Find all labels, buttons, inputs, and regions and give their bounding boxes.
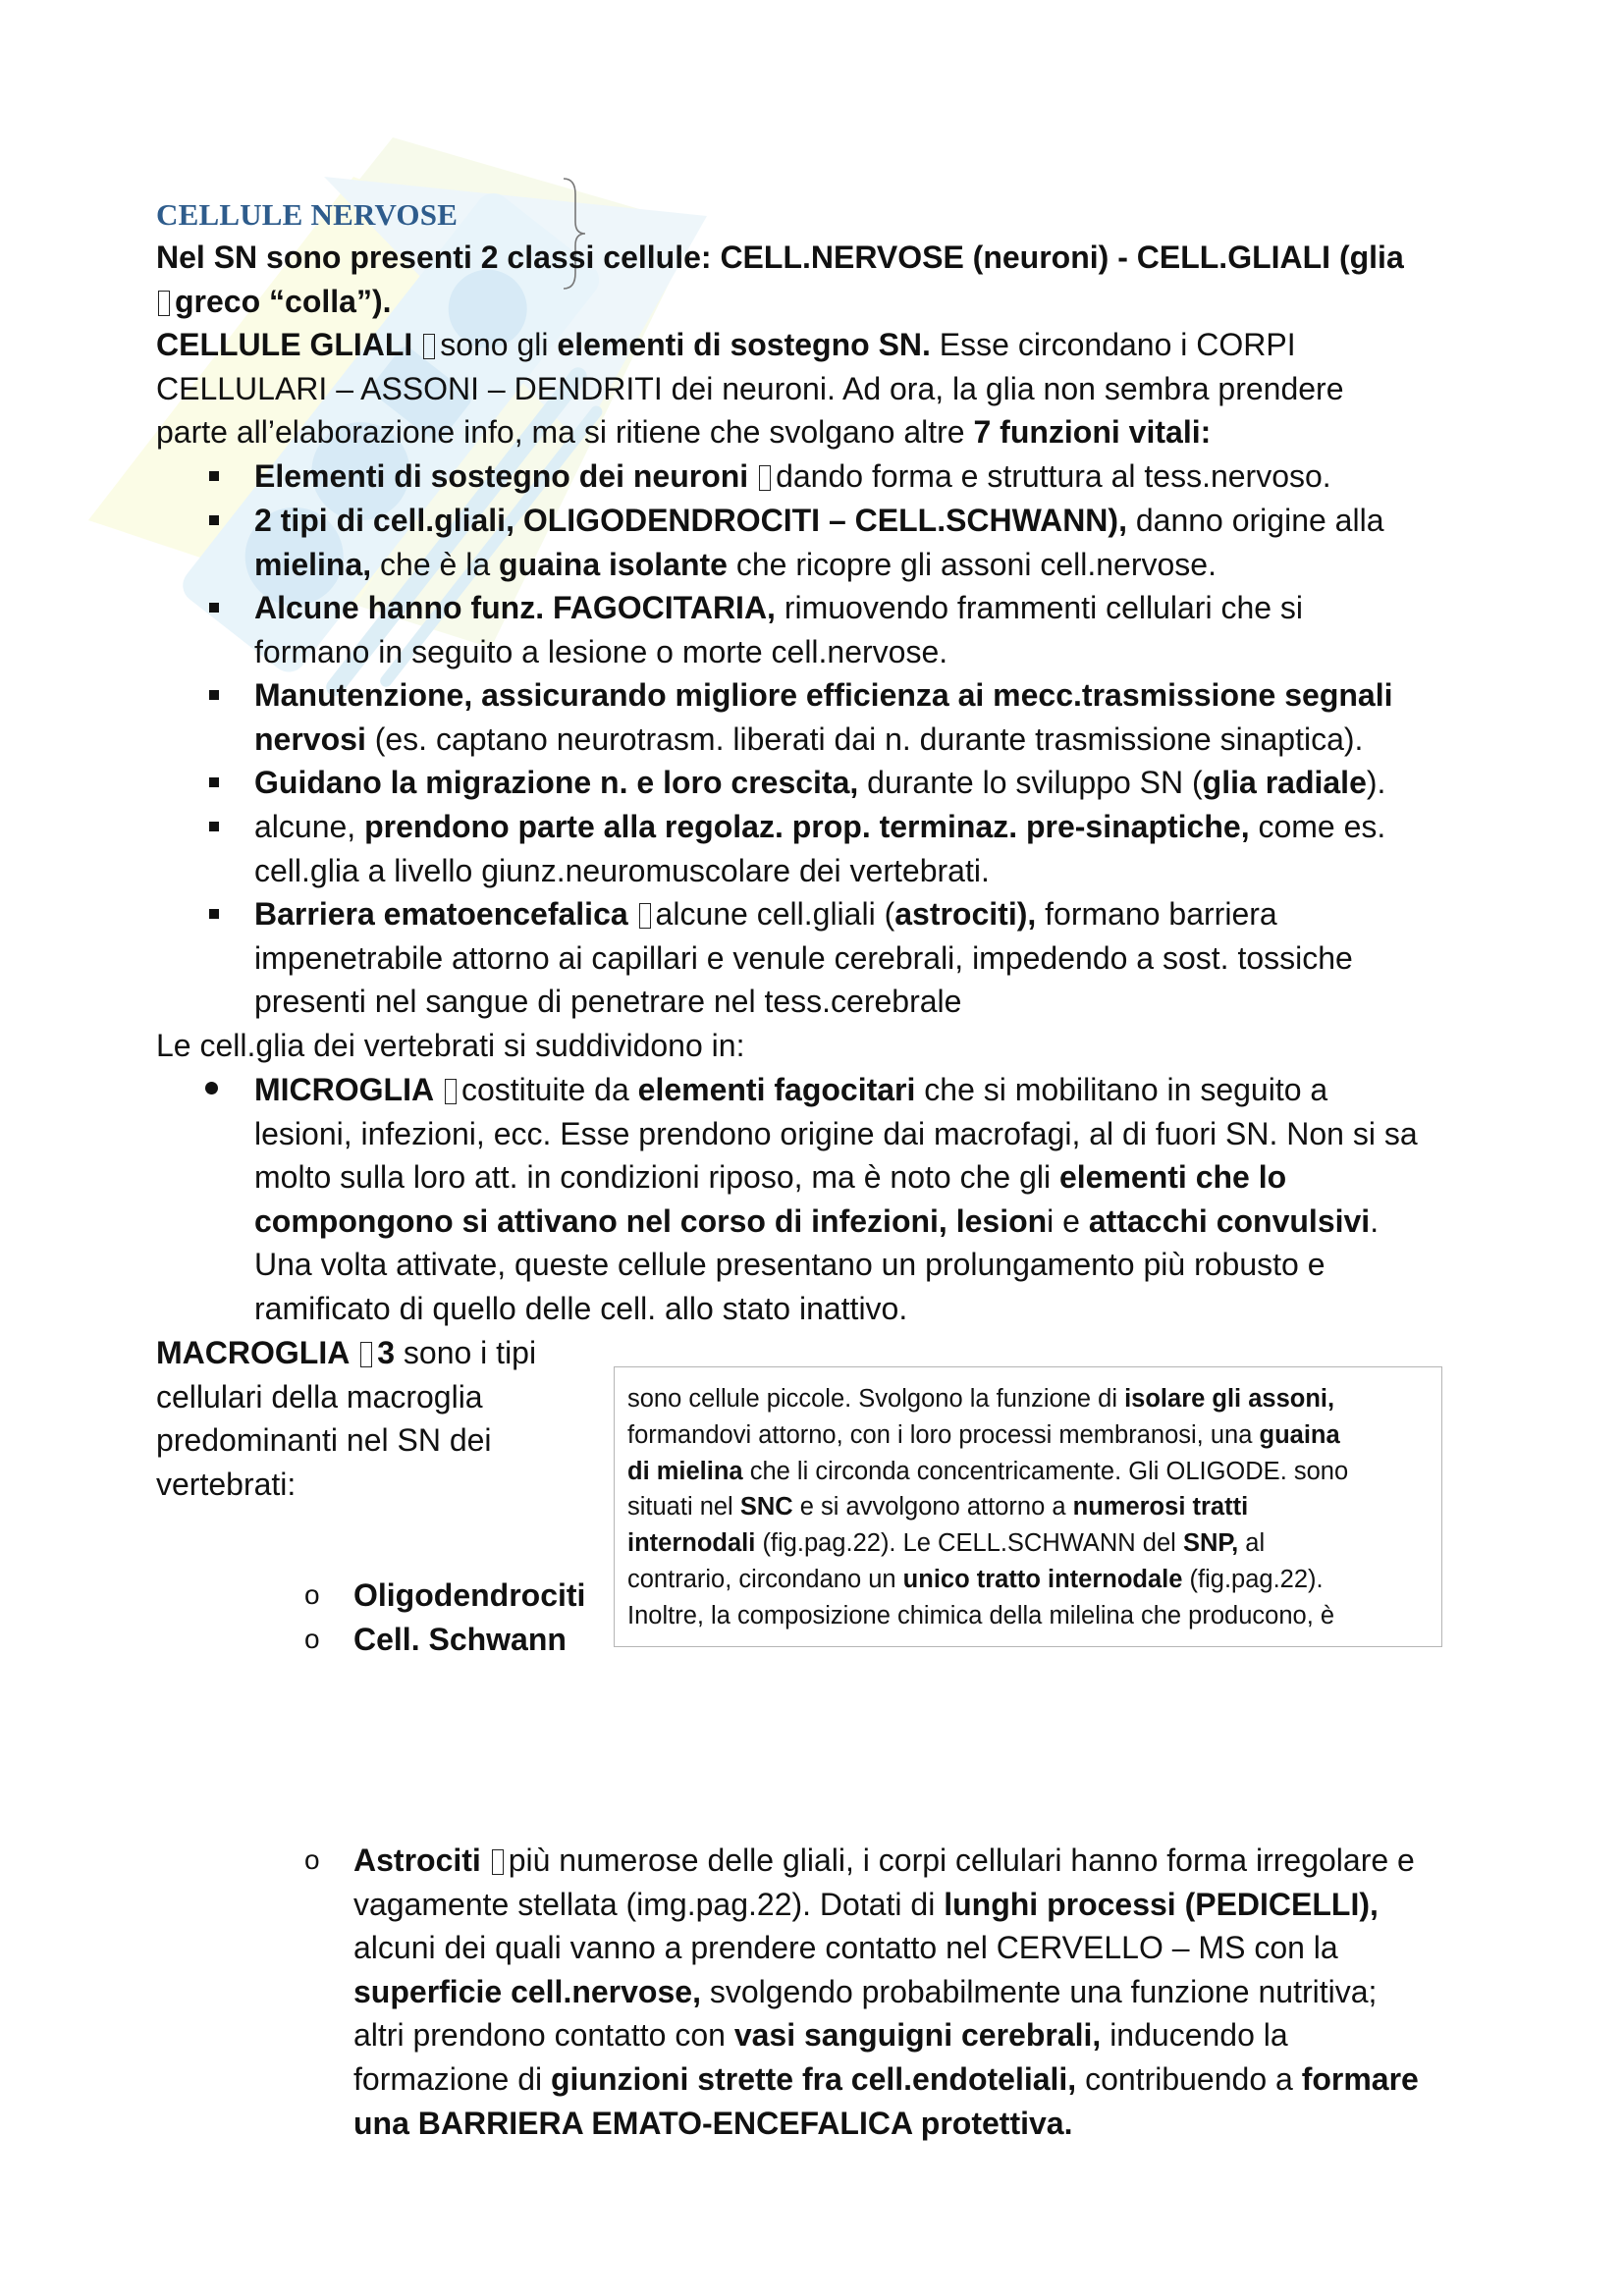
page-title: CELLULE NERVOSE	[156, 197, 459, 232]
list-item: alcune, prendono parte alla regolaz. prop. terminaz. pre-sinaptiche, come es. cell.glia a livello giunz.neuromuscolare dei vertebrati.	[254, 809, 1386, 888]
arrow-glyph-icon	[759, 465, 771, 491]
circle-bullet-icon: o	[304, 1624, 320, 1654]
arrow-glyph-icon	[423, 334, 435, 359]
text-box: sono cellule piccole. Svolgono la funzione di isolare gli assoni, formandovi attorno, con i loro processi membranosi, una guaina di mielina che li circonda concentricamente. Gli OLIGODE. sono situati nel SNC e si avvolgono attorno a numerosi tratti internodali (fig.pag.22). Le CELL.SCHWANN del SNP, al contrario, circondano un unico tratto internodale (fig.pag.22). Inoltre, la composizione chimica della milelina che producono, è	[614, 1366, 1442, 1647]
circle-bullet-icon: o	[304, 1579, 320, 1610]
arrow-glyph-icon	[158, 291, 170, 316]
list-item: 2 tipi di cell.gliali, OLIGODENDROCITI – CELL.SCHWANN), danno origine alla mielina, che è la guaina isolante che ricopre gli assoni cell.nervose.	[254, 503, 1384, 582]
list-item: Guidano la migrazione n. e loro crescita, durante lo sviluppo SN (glia radiale).	[254, 765, 1386, 800]
list-item: o Cell. Schwann	[353, 1618, 567, 1662]
list-item: o Oligodendrociti	[353, 1574, 585, 1618]
circle-bullet-icon: o	[304, 1844, 320, 1875]
macroglia-paragraph: MACROGLIA 3 sono i tipi cellulari della macroglia predominanti nel SN dei vertebrati:	[156, 1335, 537, 1502]
intro-paragraph: Nel SN sono presenti 2 classi cellule: CELL.NERVOSE (neuroni) - CELL.GLIALI (glia greco “colla”).	[156, 240, 1404, 319]
list-item: Barriera ematoencefalica alcune cell.gliali (astrociti), formano barriera impenetrabile attorno ai capillari e venule cerebrali, impedendo a sost. tossiche presenti nel sangue di penetrare nel tess.cerebrale	[254, 896, 1353, 1020]
glial-paragraph: CELLULE GLIALI sono gli elementi di sostegno SN. Esse circondano i CORPI CELLULARI – ASSONI – DENDRITI dei neuroni. Ad ora, la glia non sembra prendere parte all’elaborazione info, ma si ritiene che svolgano altre 7 funzioni vitali:	[156, 327, 1344, 451]
subdivision-text: Le cell.glia dei vertebrati si suddividono in:	[156, 1028, 745, 1063]
list-item: o Astrociti più numerose delle gliali, i corpi cellulari hanno forma irregolare e vagamente stellata (img.pag.22). Dotati di lunghi processi (PEDICELLI), alcuni dei quali vanno a prendere contatto nel CERVELLO – MS con la superficie cell.nervose, svolgendo probabilmente una funzione nutritiva; altri prendono contatto con vasi sanguigni cerebrali, inducendo la formazione di giunzioni strette fra cell.endoteliali, contribuendo a formare una BARRIERA EMATO-ENCEFALICA protettiva.	[353, 1839, 1483, 2145]
list-item: Manutenzione, assicurando migliore efficienza ai mecc.trasmissione segnali nervosi (es. captano neurotrasm. liberati dai n. durante trasmissione sinaptica).	[254, 677, 1393, 757]
list-item: Elementi di sostegno dei neuroni dando forma e struttura al tess.nervoso.	[254, 458, 1331, 494]
list-item: MICROGLIA costituite da elementi fagocitari che si mobilitano in seguito a lesioni, infezioni, ecc. Esse prendono origine dai macrofagi, al di fuori SN. Non si sa molto sulla loro att. in condizioni riposo, ma è noto che gli elementi che lo compongono si attivano nel corso di infezioni, lesioni e attacchi convulsivi. Una volta attivate, queste cellule presentano un prolungamento più robusto e ramificato di quello delle cell. allo stato inattivo.	[254, 1072, 1418, 1326]
arrow-glyph-icon	[445, 1079, 457, 1104]
arrow-glyph-icon	[492, 1849, 504, 1875]
arrow-glyph-icon	[360, 1342, 372, 1367]
list-item: Alcune hanno funz. FAGOCITARIA, rimuovendo frammenti cellulari che si formano in seguito a lesione o morte cell.nervose.	[254, 590, 1304, 669]
arrow-glyph-icon	[639, 903, 651, 929]
